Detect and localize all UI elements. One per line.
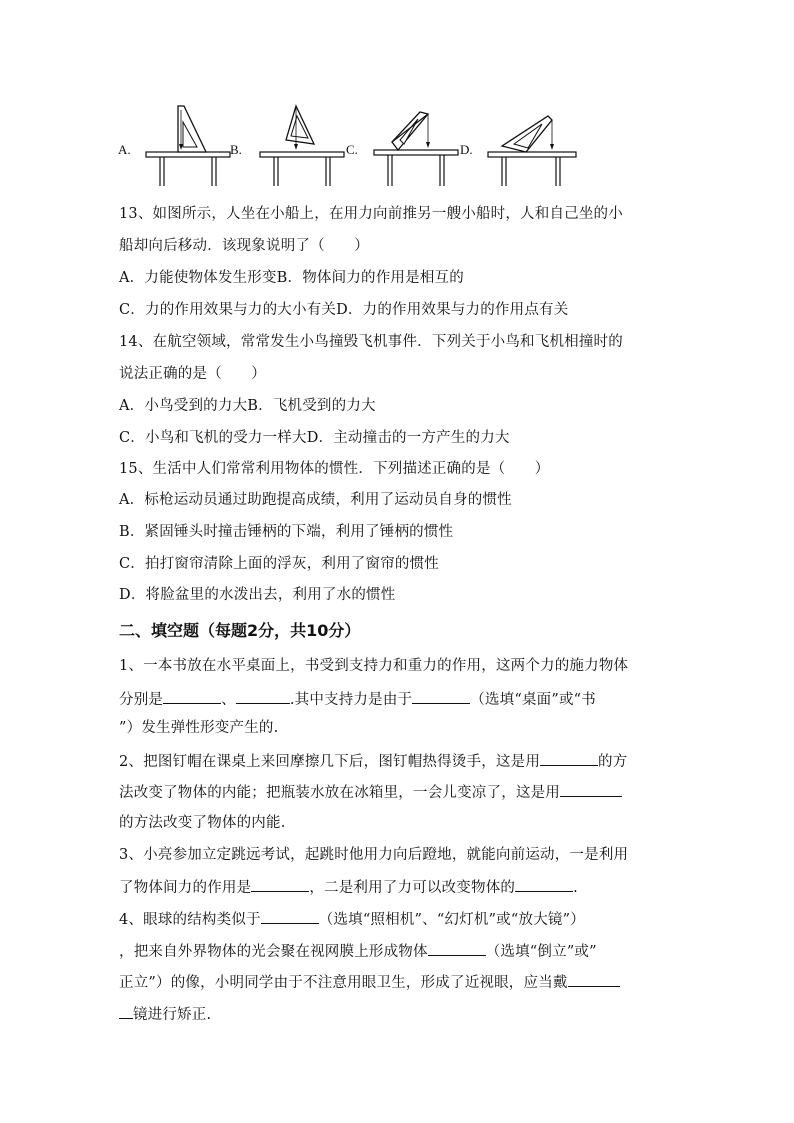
answer-blank[interactable] <box>119 1003 133 1019</box>
answer-blank[interactable] <box>261 908 319 924</box>
q14-options-ab: A．小鸟受到的力大B．飞机受到的力大 <box>119 398 376 414</box>
q15-line-1: 15、生活中人们常常利用物体的惯性．下列描述正确的是（ ） <box>119 461 550 477</box>
answer-blank[interactable] <box>236 688 290 704</box>
q15-option-c: C．拍打窗帘清除上面的浮灰，利用了窗帘的惯性 <box>119 556 439 572</box>
q13-line-2: 船却向后移动．该现象说明了（ ） <box>119 238 369 254</box>
figure-option-b-label: B. <box>230 142 242 157</box>
fill-q4-line-4 <box>119 1003 211 1025</box>
text-segment: 正立”）的像，小明同学由于不注意用眼卫生，形成了近视眼，应当戴 <box>119 975 568 991</box>
q14-line-2: 说法正确的是（ ） <box>119 366 266 382</box>
figure-option-a-label: A. <box>118 142 131 157</box>
q14-options-cd: C．小鸟和飞机的受力一样大D．主动撞击的一方产生的力大 <box>119 430 510 446</box>
fill-q4-line-2 <box>119 940 597 962</box>
fill-q4-line-1 <box>119 908 585 930</box>
answer-blank[interactable] <box>428 940 486 956</box>
fill-q1-line-3: ”）发生弹性形变产生的. <box>119 720 279 736</box>
text-segment: 分别是 <box>119 692 164 708</box>
text-segment: （选填“桌面”或“书 <box>470 692 596 708</box>
text-segment: （选填“倒立”或” <box>485 944 597 960</box>
text-segment: 2、把图钉帽在课桌上来回摩擦几下后，图钉帽热得烫手，这是用 <box>119 754 541 770</box>
answer-blank[interactable] <box>251 876 309 892</box>
text-segment: 4、眼球的结构类似于 <box>119 912 261 928</box>
fill-q1-line-1: 1、一本书放在水平桌面上，书受到支持力和重力的作用，这两个力的施力物体 <box>119 658 629 674</box>
fill-q3-line-1: 3、小亮参加立定跳远考试，起跳时他用力向后蹬地，就能向前运动，一是利用 <box>119 847 629 863</box>
options-figure-row <box>118 100 598 195</box>
fill-q2-line-1 <box>119 750 627 772</box>
figure-option-d-label: D. <box>460 142 473 157</box>
fill-q3-line-2 <box>119 876 578 898</box>
text-segment: 的方 <box>598 754 628 770</box>
text-segment: 、 <box>221 692 236 708</box>
section-2-heading: 二、填空题（每题2分，共10分） <box>119 621 361 640</box>
fill-q1-line-2 <box>119 688 596 710</box>
answer-blank[interactable] <box>163 688 221 704</box>
text-segment: .其中支持力是由于 <box>289 692 413 708</box>
q15-option-a: A．标枪运动员通过助跑提高成绩，利用了运动员自身的惯性 <box>119 492 512 508</box>
figure-option-d-diagram <box>486 100 582 188</box>
answer-blank[interactable] <box>412 688 470 704</box>
text-segment: ，把来自外界物体的光会聚在视网膜上形成物体 <box>119 944 428 960</box>
q13-line-1: 13、如图所示，人坐在小船上，在用力向前推另一艘小船时，人和自己坐的小 <box>119 206 623 222</box>
q13-options-cd: C．力的作用效果与力的大小有关D．力的作用效果与力的作用点有关 <box>119 302 569 318</box>
text-segment: ，二是利用了力可以改变物体的 <box>309 880 516 896</box>
fill-q4-line-3 <box>119 971 620 993</box>
text-segment: （选填“照相机”、“幻灯机”或“放大镜”） <box>318 912 585 928</box>
text-segment: 了物体间力的作用是 <box>119 880 252 896</box>
answer-blank[interactable] <box>560 781 622 797</box>
q13-options-ab: A．力能使物体发生形变B．物体间力的作用是相互的 <box>119 270 464 286</box>
answer-blank[interactable] <box>515 876 573 892</box>
figure-option-a-diagram <box>144 100 234 188</box>
text-segment: . <box>573 880 578 896</box>
fill-q2-line-3: 的方法改变了物体的内能. <box>119 815 286 831</box>
text-segment: 镜进行矫正. <box>133 1007 212 1023</box>
figure-option-c-diagram <box>372 100 462 188</box>
figure-option-c-label: C. <box>346 142 358 157</box>
q15-option-d: D．将脸盆里的水泼出去，利用了水的惯性 <box>119 587 396 603</box>
answer-blank[interactable] <box>568 971 620 987</box>
q15-option-b: B．紧固锤头时撞击锤柄的下端，利用了锤柄的惯性 <box>119 524 454 540</box>
fill-q2-line-2 <box>119 781 622 803</box>
q14-line-1: 14、在航空领域，常常发生小鸟撞毁飞机事件．下列关于小鸟和飞机相撞时的 <box>119 334 623 350</box>
answer-blank[interactable] <box>540 750 598 766</box>
figure-option-b-diagram <box>258 100 348 188</box>
text-segment: 法改变了物体的内能；把瓶装水放在冰箱里，一会儿变凉了，这是用 <box>119 785 560 801</box>
